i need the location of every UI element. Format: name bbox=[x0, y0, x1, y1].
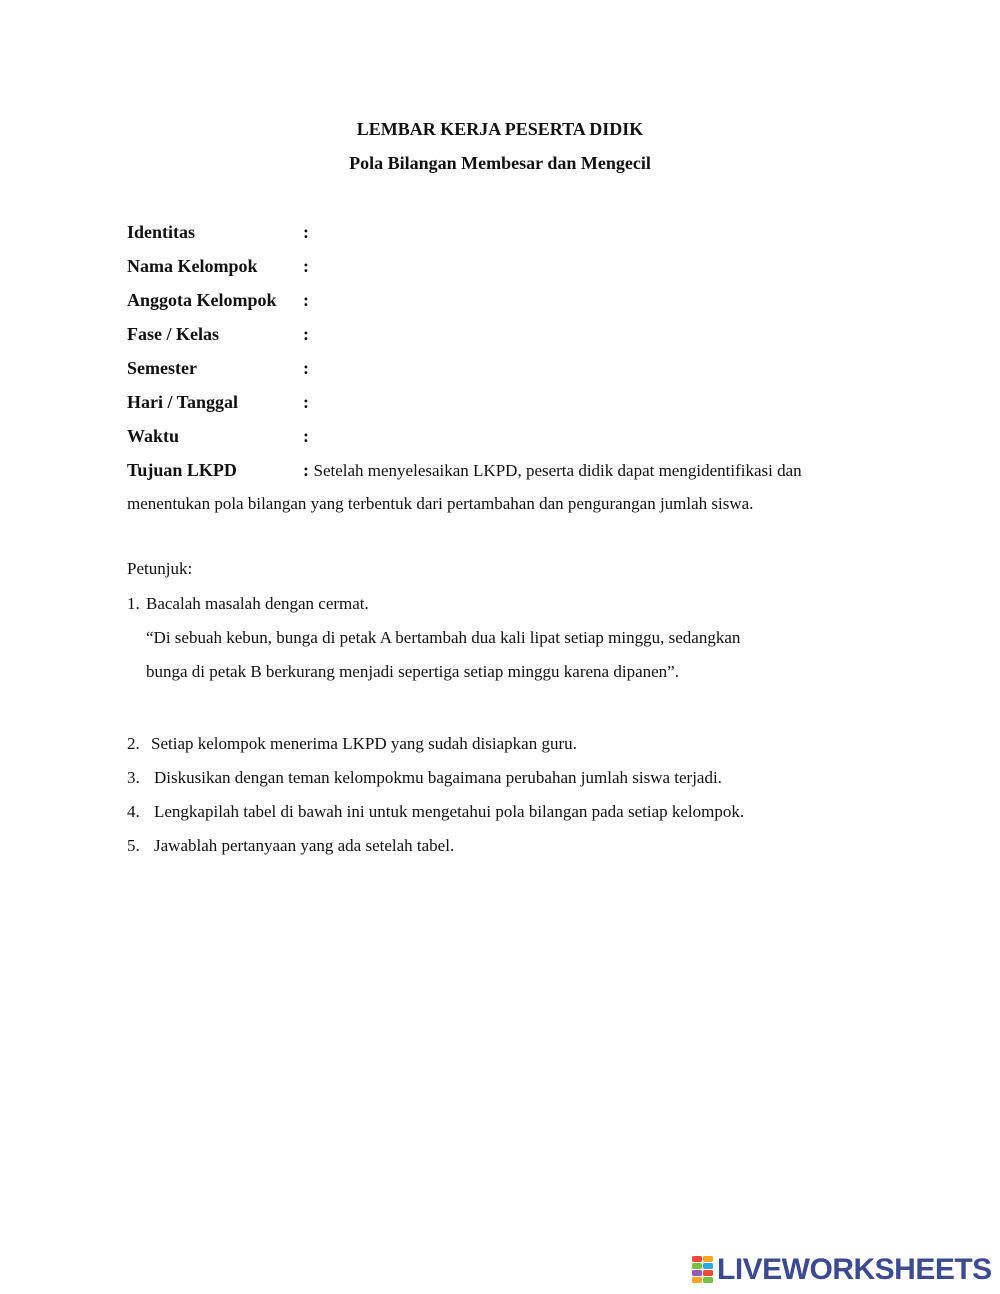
tujuan-text-continued: menentukan pola bilangan yang terbentuk dari pertambahan dan pengurangan jumlah siswa. bbox=[127, 494, 754, 513]
page-title: LEMBAR KERJA PESERTA DIDIK bbox=[356, 119, 644, 139]
identity-label: Fase / Kelas bbox=[127, 324, 219, 344]
instruction-number: 2. bbox=[127, 734, 140, 753]
identity-colon: : bbox=[303, 460, 309, 480]
instruction-item bbox=[127, 800, 744, 824]
instruction-text: Diskusikan dengan teman kelompokmu bagaimana perubahan jumlah siswa terjadi. bbox=[154, 768, 722, 787]
tujuan-row bbox=[127, 458, 887, 492]
instruction-item bbox=[127, 732, 577, 756]
problem-quote: “Di sebuah kebun, bunga di petak A bertambah dua kali lipat setiap minggu, sedangkan bbox=[146, 628, 741, 647]
instruction-number: 1. bbox=[127, 594, 140, 613]
brand-text: LIVEWORKSHEETS bbox=[717, 1253, 992, 1286]
identity-label: Semester bbox=[127, 358, 197, 378]
tujuan-label: Tujuan LKPD bbox=[127, 460, 237, 480]
identity-row bbox=[127, 254, 887, 288]
instruction-item bbox=[127, 766, 722, 790]
identity-colon: : bbox=[303, 222, 309, 242]
tujuan-text: Setelah menyelesaikan LKPD, peserta didik dapat mengidentifikasi dan bbox=[313, 461, 802, 480]
identity-colon: : bbox=[303, 290, 309, 310]
instruction-text: Setiap kelompok menerima LKPD yang sudah disiapkan guru. bbox=[151, 734, 577, 753]
identity-colon: : bbox=[303, 426, 309, 446]
instruction-text: Lengkapilah tabel di bawah ini untuk mengetahui pola bilangan pada setiap kelompok. bbox=[154, 802, 745, 821]
identity-label: Hari / Tanggal bbox=[127, 392, 239, 412]
identity-colon: : bbox=[303, 324, 309, 344]
identity-row bbox=[127, 288, 887, 322]
instruction-number: 5. bbox=[127, 836, 140, 855]
instruction-item bbox=[127, 834, 454, 858]
identity-row bbox=[127, 390, 887, 424]
instruction-number: 3. bbox=[127, 768, 140, 787]
identity-row bbox=[127, 356, 887, 390]
liveworksheets-brand[interactable] bbox=[692, 1252, 992, 1288]
identity-label: Waktu bbox=[127, 426, 180, 446]
identity-row bbox=[127, 322, 887, 356]
instruction-text: Jawablah pertanyaan yang ada setelah tabel. bbox=[154, 836, 455, 855]
instruction-item bbox=[127, 592, 369, 616]
instruction-text: Bacalah masalah dengan cermat. bbox=[146, 594, 369, 613]
problem-quote: bunga di petak B berkurang menjadi sepertiga setiap minggu karena dipanen”. bbox=[146, 662, 679, 681]
identity-colon: : bbox=[303, 392, 309, 412]
identity-label: Nama Kelompok bbox=[127, 256, 258, 276]
identity-colon: : bbox=[303, 256, 309, 276]
identity-colon: : bbox=[303, 358, 309, 378]
identity-label: Identitas bbox=[127, 222, 196, 242]
identity-row bbox=[127, 424, 887, 458]
identity-section bbox=[127, 220, 887, 516]
instructions-title: Petunjuk: bbox=[127, 559, 193, 578]
instruction-number: 4. bbox=[127, 802, 140, 821]
identity-row bbox=[127, 220, 887, 254]
identity-label: Anggota Kelompok bbox=[127, 290, 277, 310]
page-subtitle: Pola Bilangan Membesar dan Mengecil bbox=[349, 153, 651, 173]
liveworksheets-logo-icon bbox=[692, 1256, 714, 1284]
